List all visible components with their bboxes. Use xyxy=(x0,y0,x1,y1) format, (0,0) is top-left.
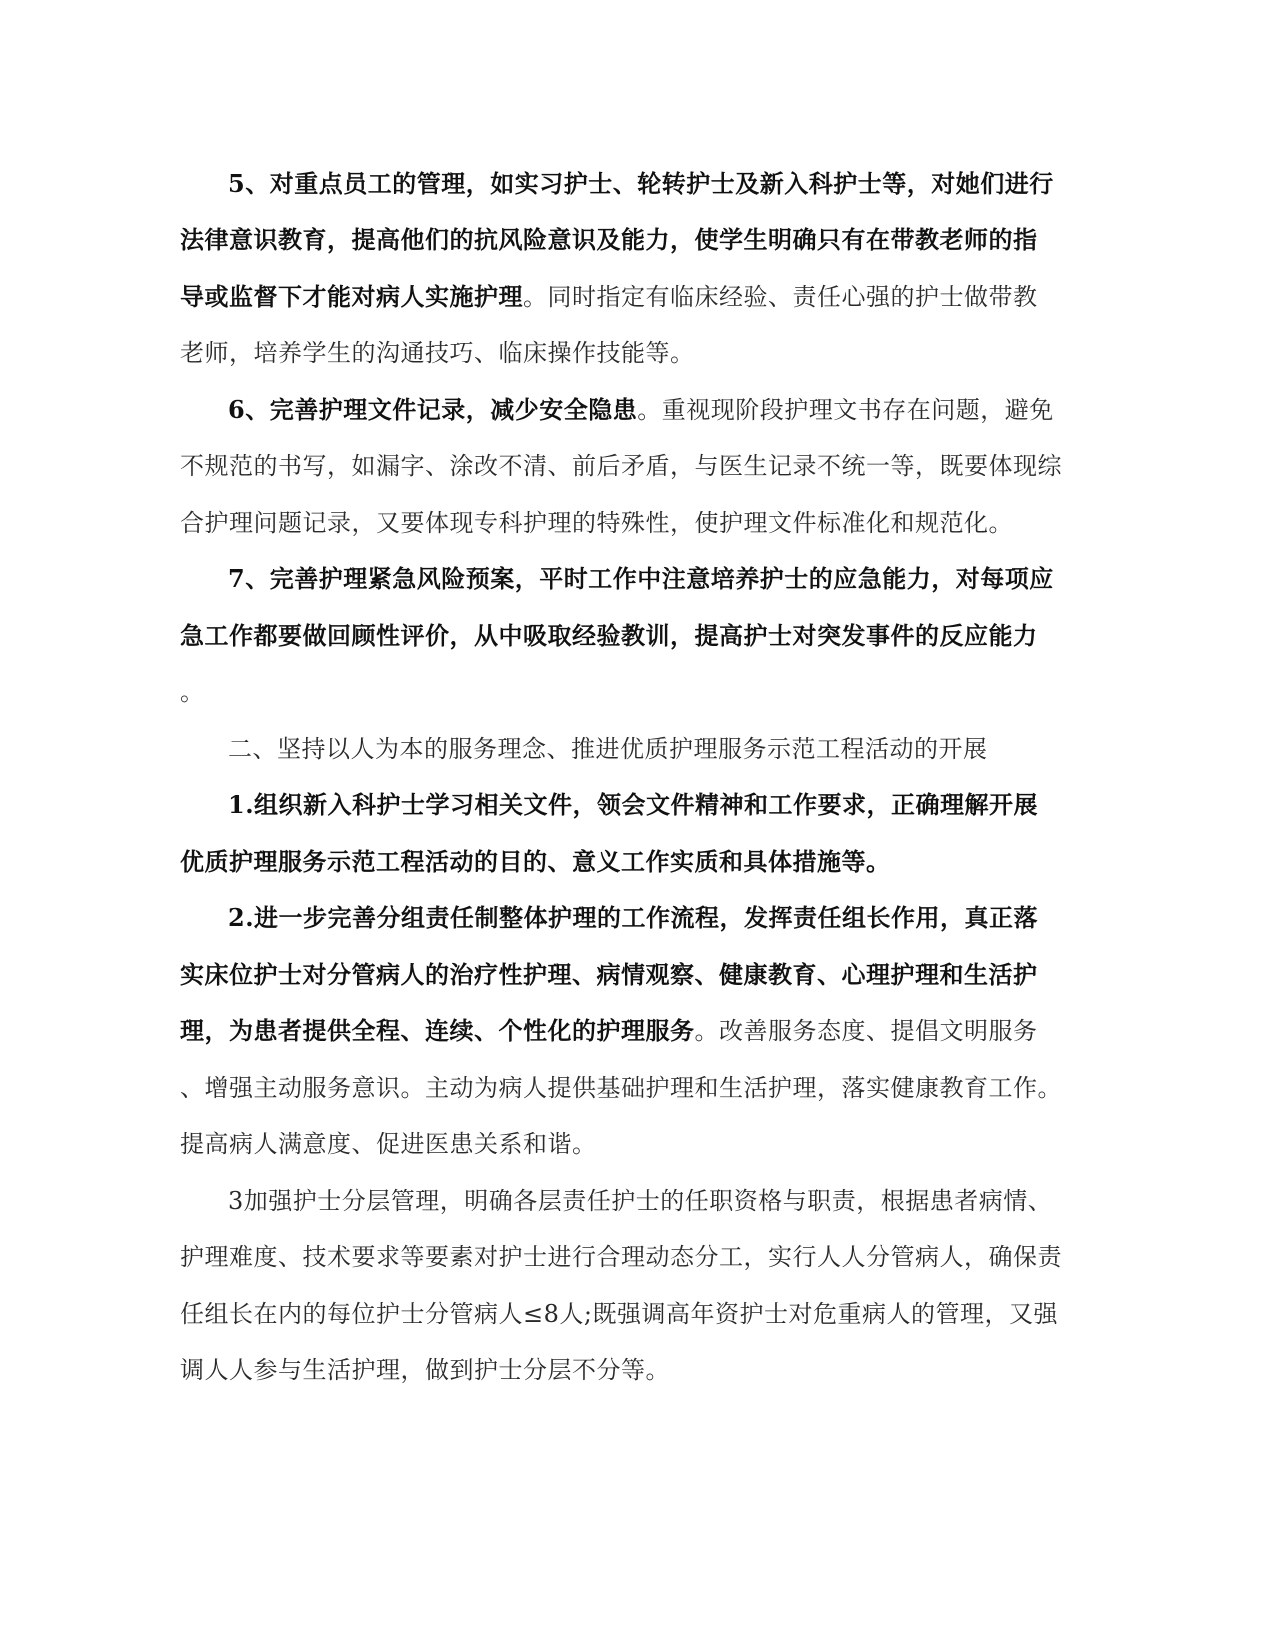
paragraph-5-line-1 xyxy=(228,166,1100,202)
item-2-line-3 xyxy=(180,1013,1100,1049)
item-3-line-1 xyxy=(228,1183,1100,1219)
bold-text: 7、完善护理紧急风险预案，平时工作中注意培养护士的应急能力，对每项应 xyxy=(228,564,1054,593)
bold-text: 导或监督下才能对病人实施护理 xyxy=(180,282,523,311)
item-2-line-5 xyxy=(180,1126,1100,1162)
bold-text: 法律意识教育，提高他们的抗风险意识及能力，使学生明确只有在带教老师的指 xyxy=(180,225,1038,254)
paragraph-7-line-1 xyxy=(228,561,1100,597)
regular-text: 。同时指定有临床经验、责任心强的护士做带教 xyxy=(523,283,1038,311)
paragraph-5-line-4 xyxy=(180,335,1100,371)
item-1-line-2 xyxy=(180,844,1100,880)
bold-text: 急工作都要做回顾性评价，从中吸取经验教训，提高护士对突发事件的反应能力 xyxy=(180,621,1038,650)
paragraph-5-line-3 xyxy=(180,279,1100,315)
item-3-line-3 xyxy=(180,1296,1100,1332)
regular-text: 。重视现阶段护理文书存在问题，避免 xyxy=(637,396,1054,424)
bold-text: 6、完善护理文件记录，减少安全隐患 xyxy=(228,395,638,424)
bold-text: 1.组织新入科护士学习相关文件，领会文件精神和工作要求，正确理解开展 xyxy=(228,790,1039,819)
regular-text: 。改善服务态度、提倡文明服务 xyxy=(694,1017,1038,1045)
paragraph-7-line-2 xyxy=(180,618,1100,654)
item-1-line-1 xyxy=(228,787,1100,823)
regular-text: 调人人参与生活护理，做到护士分层不分等。 xyxy=(180,1356,670,1384)
regular-text: 提高病人满意度、促进医患关系和谐。 xyxy=(180,1130,597,1158)
bold-text: 理，为患者提供全程、连续、个性化的护理服务 xyxy=(180,1016,695,1045)
paragraph-7-line-3 xyxy=(180,674,1100,710)
item-2-line-1 xyxy=(228,900,1100,936)
regular-text: 护理难度、技术要求等要素对护士进行合理动态分工，实行人人分管病人，确保责 xyxy=(180,1243,1062,1271)
paragraph-5-line-2 xyxy=(180,222,1100,258)
paragraph-6-line-2 xyxy=(180,448,1100,484)
paragraph-6-line-3 xyxy=(180,505,1100,541)
paragraph-6-line-1 xyxy=(228,392,1100,428)
item-3-line-4 xyxy=(180,1352,1100,1388)
regular-text: 不规范的书写，如漏字、涂改不清、前后矛盾，与医生记录不统一等，既要体现综 xyxy=(180,452,1062,480)
regular-text: 、增强主动服务意识。主动为病人提供基础护理和生活护理，落实健康教育工作。 xyxy=(180,1074,1062,1102)
regular-text: 二、坚持以人为本的服务理念、推进优质护理服务示范工程活动的开展 xyxy=(228,735,988,763)
item-2-line-2 xyxy=(180,957,1100,993)
item-2-line-4 xyxy=(180,1070,1100,1106)
bold-text: 2.进一步完善分组责任制整体护理的工作流程，发挥责任组长作用，真正落 xyxy=(228,903,1039,932)
bold-text: 实床位护士对分管病人的治疗性护理、病情观察、健康教育、心理护理和生活护 xyxy=(180,960,1038,989)
regular-text: 3加强护士分层管理，明确各层责任护士的任职资格与职责，根据患者病情、 xyxy=(228,1187,1053,1215)
regular-text: 。 xyxy=(180,678,205,706)
item-3-line-2 xyxy=(180,1239,1100,1275)
regular-text: 老师，培养学生的沟通技巧、临床操作技能等。 xyxy=(180,339,695,367)
section-2-heading xyxy=(228,731,1100,767)
regular-text: 合护理问题记录，又要体现专科护理的特殊性，使护理文件标准化和规范化。 xyxy=(180,509,1013,537)
bold-text: 优质护理服务示范工程活动的目的、意义工作实质和具体措施等。 xyxy=(180,847,891,876)
bold-text: 5、对重点员工的管理，如实习护士、轮转护士及新入科护士等，对她们进行 xyxy=(228,169,1054,198)
regular-text: 任组长在内的每位护士分管病人≤8人;既强调高年资护士对危重病人的管理，又强 xyxy=(180,1300,1058,1328)
